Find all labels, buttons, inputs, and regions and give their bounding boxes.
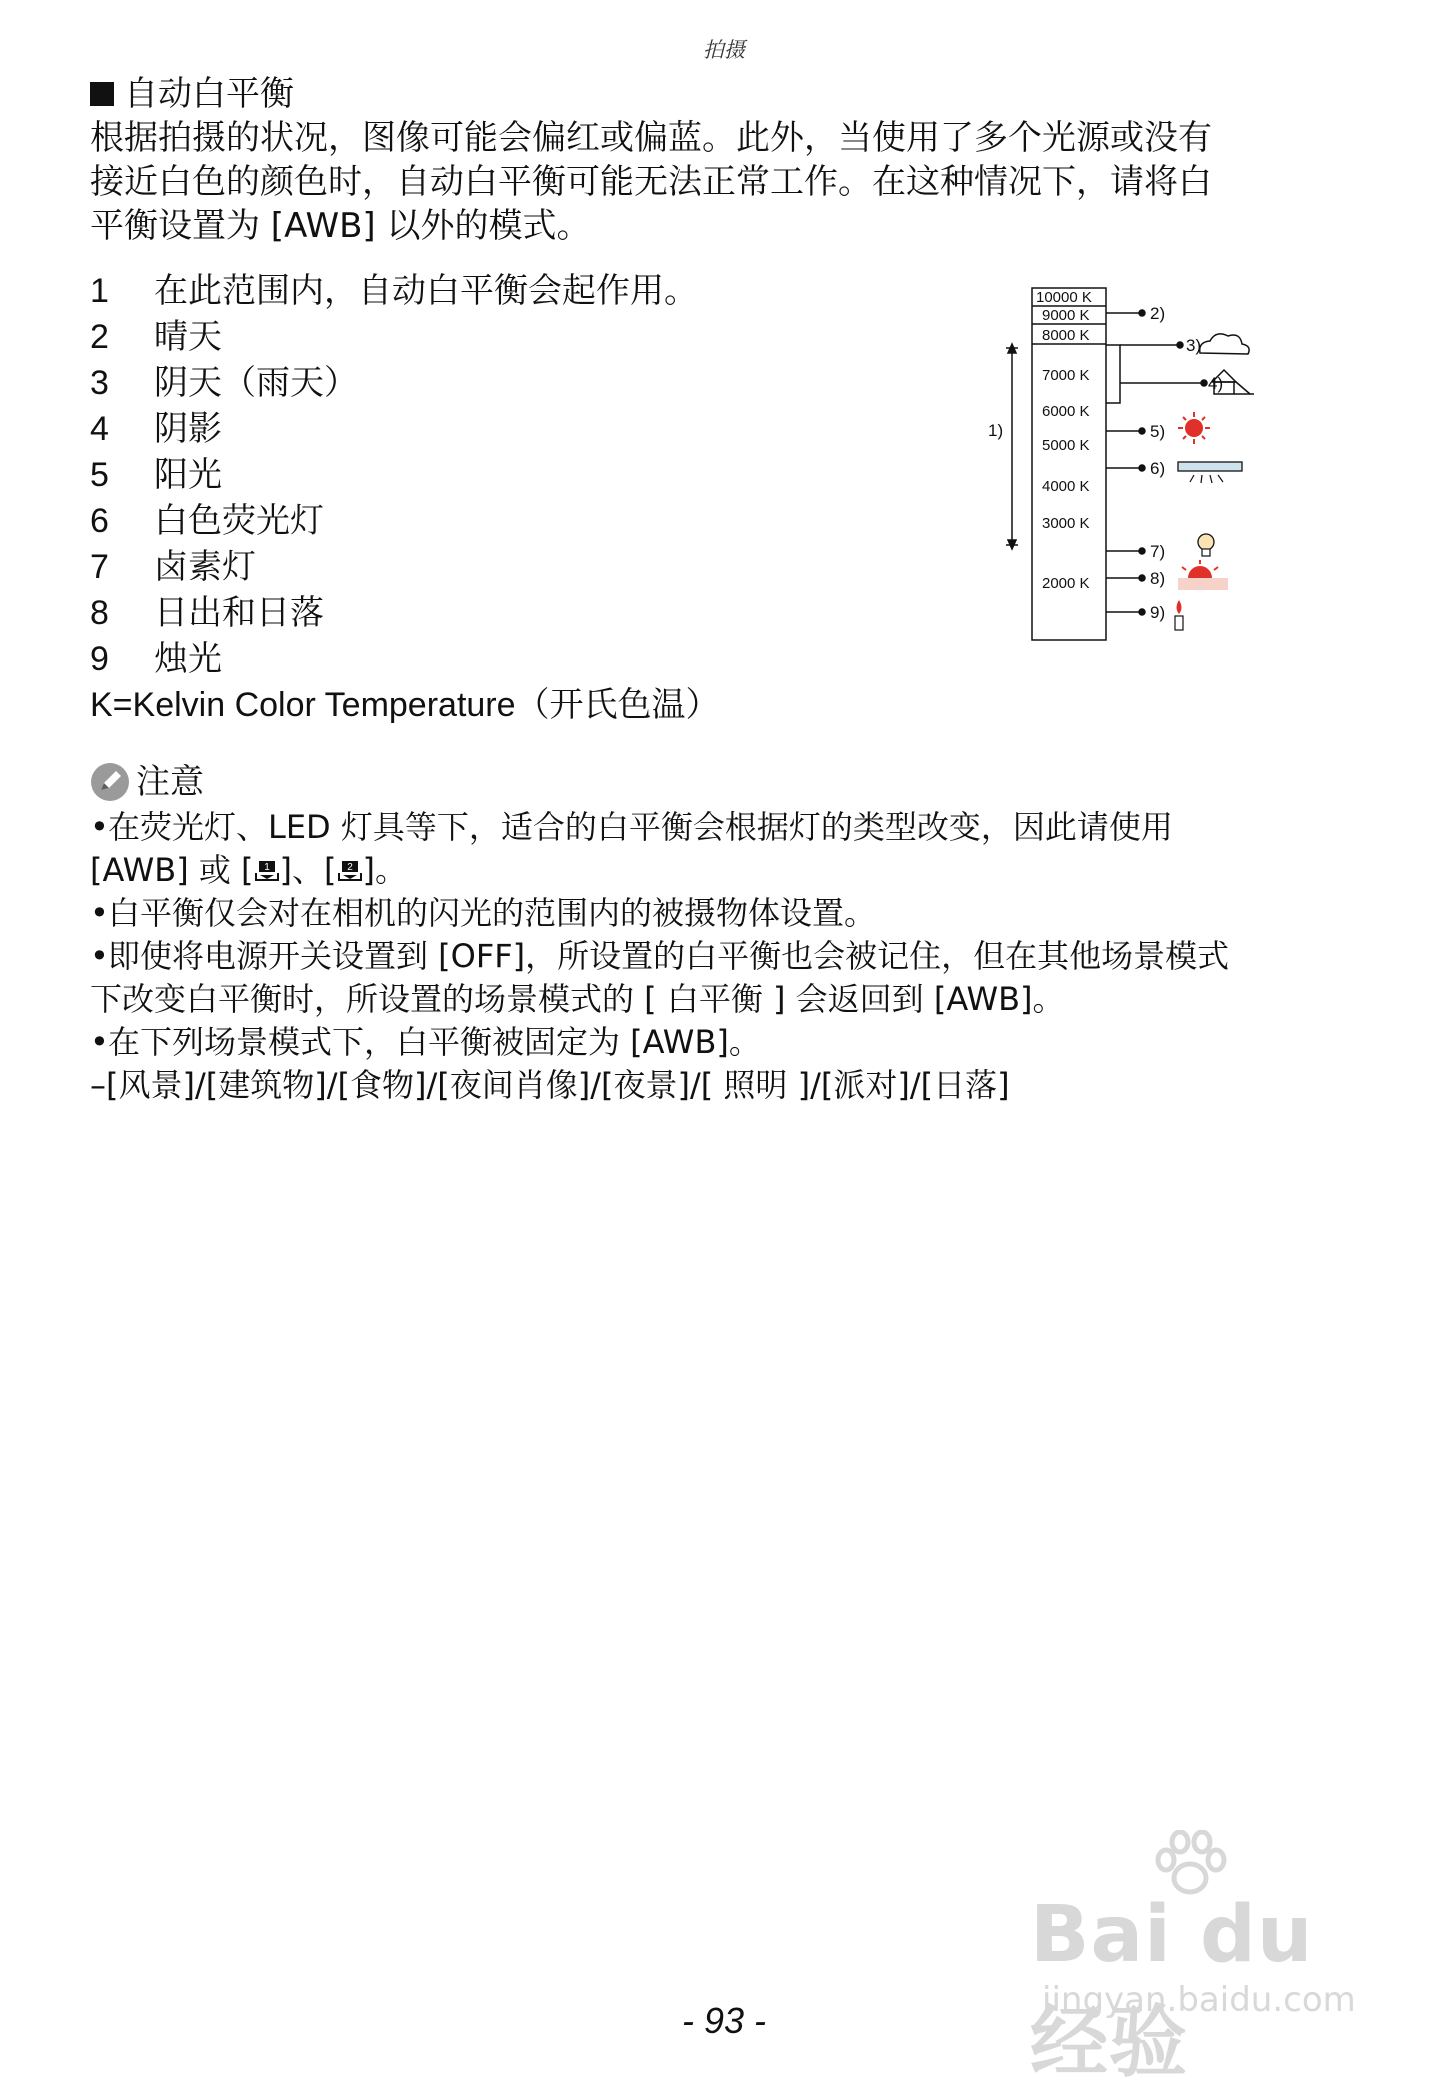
scale-label: 8000 K bbox=[1042, 327, 1090, 344]
legend-item bbox=[90, 590, 698, 636]
notes-title bbox=[90, 760, 204, 804]
legend-list bbox=[90, 268, 698, 682]
legend-number: 6 bbox=[90, 502, 109, 540]
baidu-watermark bbox=[1030, 1830, 1370, 2088]
legend-number: 4 bbox=[90, 410, 109, 448]
custom-wb-2-icon bbox=[337, 858, 363, 884]
notes-title-text: 注意 bbox=[136, 762, 204, 802]
note-text: [AWB] 或 [ bbox=[90, 851, 254, 889]
note-item-continuation bbox=[90, 849, 1380, 892]
scale-label: 6000 K bbox=[1042, 403, 1090, 420]
legend-item bbox=[90, 498, 698, 544]
kelvin-note bbox=[90, 682, 720, 728]
note-pencil-icon bbox=[90, 762, 130, 802]
legend-text: 在此范围内，自动白平衡会起作用。 bbox=[154, 271, 698, 311]
legend-number: 3 bbox=[90, 364, 109, 402]
range-label: 1) bbox=[988, 421, 1004, 440]
marker-label: 6) bbox=[1150, 459, 1166, 478]
legend-item bbox=[90, 268, 698, 314]
note-item: • 在荧光灯、LED 灯具等下，适合的白平衡会根据灯的类型改变，因此请使用 bbox=[90, 806, 1380, 849]
bulb-icon bbox=[1198, 534, 1214, 556]
section-title-text: 自动白平衡 bbox=[124, 74, 294, 114]
legend-number: 2 bbox=[90, 318, 109, 356]
note-item: • 即使将电源开关设置到 [OFF]，所设置的白平衡也会被记住，但在其他场景模式 bbox=[90, 935, 1380, 978]
intro-line: 接近白色的颜色时，自动白平衡可能无法正常工作。在这种情况下，请将白 bbox=[90, 162, 1212, 202]
kelvin-note-cn: （开氏色温） bbox=[515, 685, 720, 725]
marker-label: 8) bbox=[1150, 569, 1166, 588]
cloud-icon bbox=[1200, 334, 1249, 354]
legend-text: 日出和日落 bbox=[154, 593, 324, 633]
legend-item bbox=[90, 406, 698, 452]
marker-label: 7) bbox=[1150, 542, 1166, 561]
legend-text: 卤素灯 bbox=[154, 547, 256, 587]
legend-number: 8 bbox=[90, 594, 109, 632]
marker-label: 5) bbox=[1150, 422, 1166, 441]
watermark-logo-text: Bai du 经验 bbox=[1030, 1890, 1314, 2088]
legend-text: 阴影 bbox=[154, 409, 222, 449]
note-item: • 在下列场景模式下，白平衡被固定为 [AWB]。 bbox=[90, 1021, 1380, 1064]
marker-label: 4) bbox=[1208, 374, 1224, 393]
scene-mode-list: –[风景]/[建筑物]/[食物]/[夜间肖像]/[夜景]/[ 照明 ]/[派对]/[日落] bbox=[90, 1066, 1010, 1104]
kelvin-note-en: K=Kelvin Color Temperature bbox=[90, 686, 516, 724]
scale-label: 7000 K bbox=[1042, 367, 1090, 384]
scale-label: 4000 K bbox=[1042, 478, 1090, 495]
legend-number: 5 bbox=[90, 456, 109, 494]
page-header-section: 拍摄 bbox=[703, 38, 745, 62]
notes-list bbox=[90, 806, 1380, 1107]
legend-item bbox=[90, 360, 698, 406]
square-bullet-icon bbox=[90, 82, 114, 106]
legend-item bbox=[90, 636, 698, 682]
marker-label: 3) bbox=[1186, 336, 1202, 355]
note-item-continuation: 下改变白平衡时，所设置的场景模式的 [ 白平衡 ] 会返回到 [AWB]。 bbox=[90, 980, 1065, 1018]
note-item: • 白平衡仅会对在相机的闪光的范围内的被摄物体设置。 bbox=[90, 892, 1380, 935]
watermark-url: jingyan.baidu.com bbox=[1042, 1980, 1356, 2020]
legend-number: 9 bbox=[90, 640, 109, 678]
legend-text: 阳光 bbox=[154, 455, 222, 495]
sunset-icon bbox=[1178, 560, 1228, 590]
legend-item bbox=[90, 544, 698, 590]
section-title bbox=[90, 72, 294, 116]
intro-paragraph bbox=[90, 116, 1350, 248]
legend-text: 烛光 bbox=[154, 639, 222, 679]
sun-icon bbox=[1178, 412, 1210, 444]
scale-label: 9000 K bbox=[1042, 307, 1090, 324]
note-text: ]。 bbox=[362, 851, 408, 889]
legend-number: 7 bbox=[90, 548, 109, 586]
candle-icon bbox=[1175, 600, 1183, 630]
legend-text: 白色荧光灯 bbox=[154, 501, 324, 541]
note-text: ]、[ bbox=[279, 851, 337, 889]
custom-wb-1-icon bbox=[254, 858, 280, 884]
legend-text: 阴天（雨天） bbox=[154, 363, 358, 403]
scale-label: 3000 K bbox=[1042, 515, 1090, 532]
legend-item bbox=[90, 314, 698, 360]
custom-wb-2-number: 2 bbox=[346, 862, 353, 873]
scale-label: 2000 K bbox=[1042, 575, 1090, 592]
page-number: - 93 - bbox=[681, 2000, 767, 2041]
legend-text: 晴天 bbox=[154, 317, 222, 357]
legend-number: 1 bbox=[90, 272, 109, 310]
scale-label: 5000 K bbox=[1042, 437, 1090, 454]
marker-label: 9) bbox=[1150, 603, 1166, 622]
intro-line: 根据拍摄的状况，图像可能会偏红或偏蓝。此外，当使用了多个光源或没有 bbox=[90, 118, 1212, 158]
marker-label: 2) bbox=[1150, 304, 1166, 323]
custom-wb-1-number: 1 bbox=[263, 862, 270, 873]
fluorescent-lamp-icon bbox=[1178, 462, 1242, 483]
color-temperature-diagram bbox=[970, 278, 1270, 648]
legend-item bbox=[90, 452, 698, 498]
scale-label: 10000 K bbox=[1036, 289, 1092, 306]
intro-line: 平衡设置为 [AWB] 以外的模式。 bbox=[90, 206, 591, 246]
